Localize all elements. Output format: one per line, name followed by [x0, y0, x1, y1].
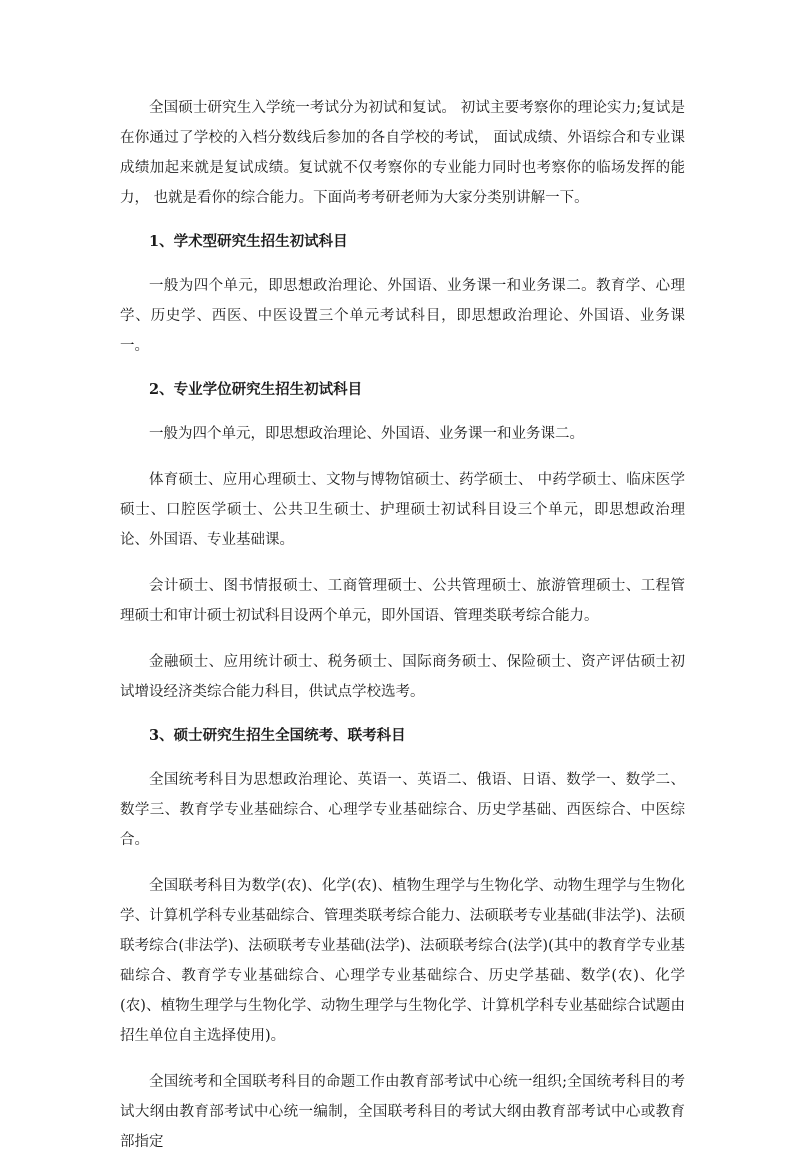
section-3-heading: 3、硕士研究生招生全国统考、联考科目	[149, 727, 406, 744]
section-3-paragraph-1: 全国统考科目为思想政治理论、英语一、英语二、俄语、日语、数学一、数学二、数学三、教育学专业基础综合、心理学专业基础综合、历史学基础、西医综合、中医综合。	[120, 772, 685, 848]
section-3-paragraph-3: 全国统考和全国联考科目的命题工作由教育部考试中心统一组织;全国统考科目的考试大纲由教育部考试中心统一编制，全国联考科目的考试大纲由教育部考试中心或教育部指定	[120, 1074, 685, 1150]
section-2-paragraph-1: 一般为四个单元，即思想政治理论、外国语、业务课一和业务课二。	[149, 426, 584, 442]
section-2-paragraph-3: 会计硕士、图书情报硕士、工商管理硕士、公共管理硕士、旅游管理硕士、工程管理硕士和审计硕士初试科目设两个单元，即外国语、管理类联考综合能力。	[120, 578, 685, 624]
intro-paragraph: 全国硕士研究生入学统一考试分为初试和复试。 初试主要考察你的理论实力;复试是在你通过了学校的入档分数线后参加的各自学校的考试， 面试成绩、外语综合和专业课成绩加起来就是复试成绩。复试就不仅考察你的专业能力同时也考察你的临场发挥的能力， 也就是看你的综合能力。下面尚考考研老师为大家分类别讲解一下。	[120, 100, 685, 206]
section-2-paragraph-2: 体育硕士、应用心理硕士、文物与博物馆硕士、药学硕士、 中药学硕士、临床医学硕士、口腔医学硕士、公共卫生硕士、护理硕士初试科目设三个单元，即思想政治理论、外国语、专业基础课。	[120, 472, 685, 548]
section-1-heading: 1、学术型研究生招生初试科目	[149, 233, 348, 250]
section-1-paragraph-1: 一般为四个单元，即思想政治理论、外国语、业务课一和业务课二。教育学、心理学、历史学、西医、中医设置三个单元考试科目，即思想政治理论、外国语、业务课一。	[120, 278, 685, 354]
section-3-paragraph-2: 全国联考科目为数学(农)、化学(农)、植物生理学与生物化学、动物生理学与生物化学、计算机学科专业基础综合、管理类联考综合能力、法硕联考专业基础(非法学)、法硕联考综合(非法学)、法硕联考专业基础(法学)、法硕联考综合(法学)(其中的教育学专业基础综合、教育学专业基础综合、心理学专业基础综合、历史学基础、数学(农)、化学(农)、植物生理学与生物化学、动物生理学与生物化学、计算机学科专业基础综合试题由招生单位自主选择使用)。	[120, 878, 685, 1044]
document-page	[120, 93, 685, 1157]
section-2-heading: 2、专业学位研究生招生初试科目	[149, 381, 363, 398]
section-2-paragraph-4: 金融硕士、应用统计硕士、税务硕士、国际商务硕士、保险硕士、资产评估硕士初试增设经济类综合能力科目，供试点学校选考。	[120, 654, 685, 700]
